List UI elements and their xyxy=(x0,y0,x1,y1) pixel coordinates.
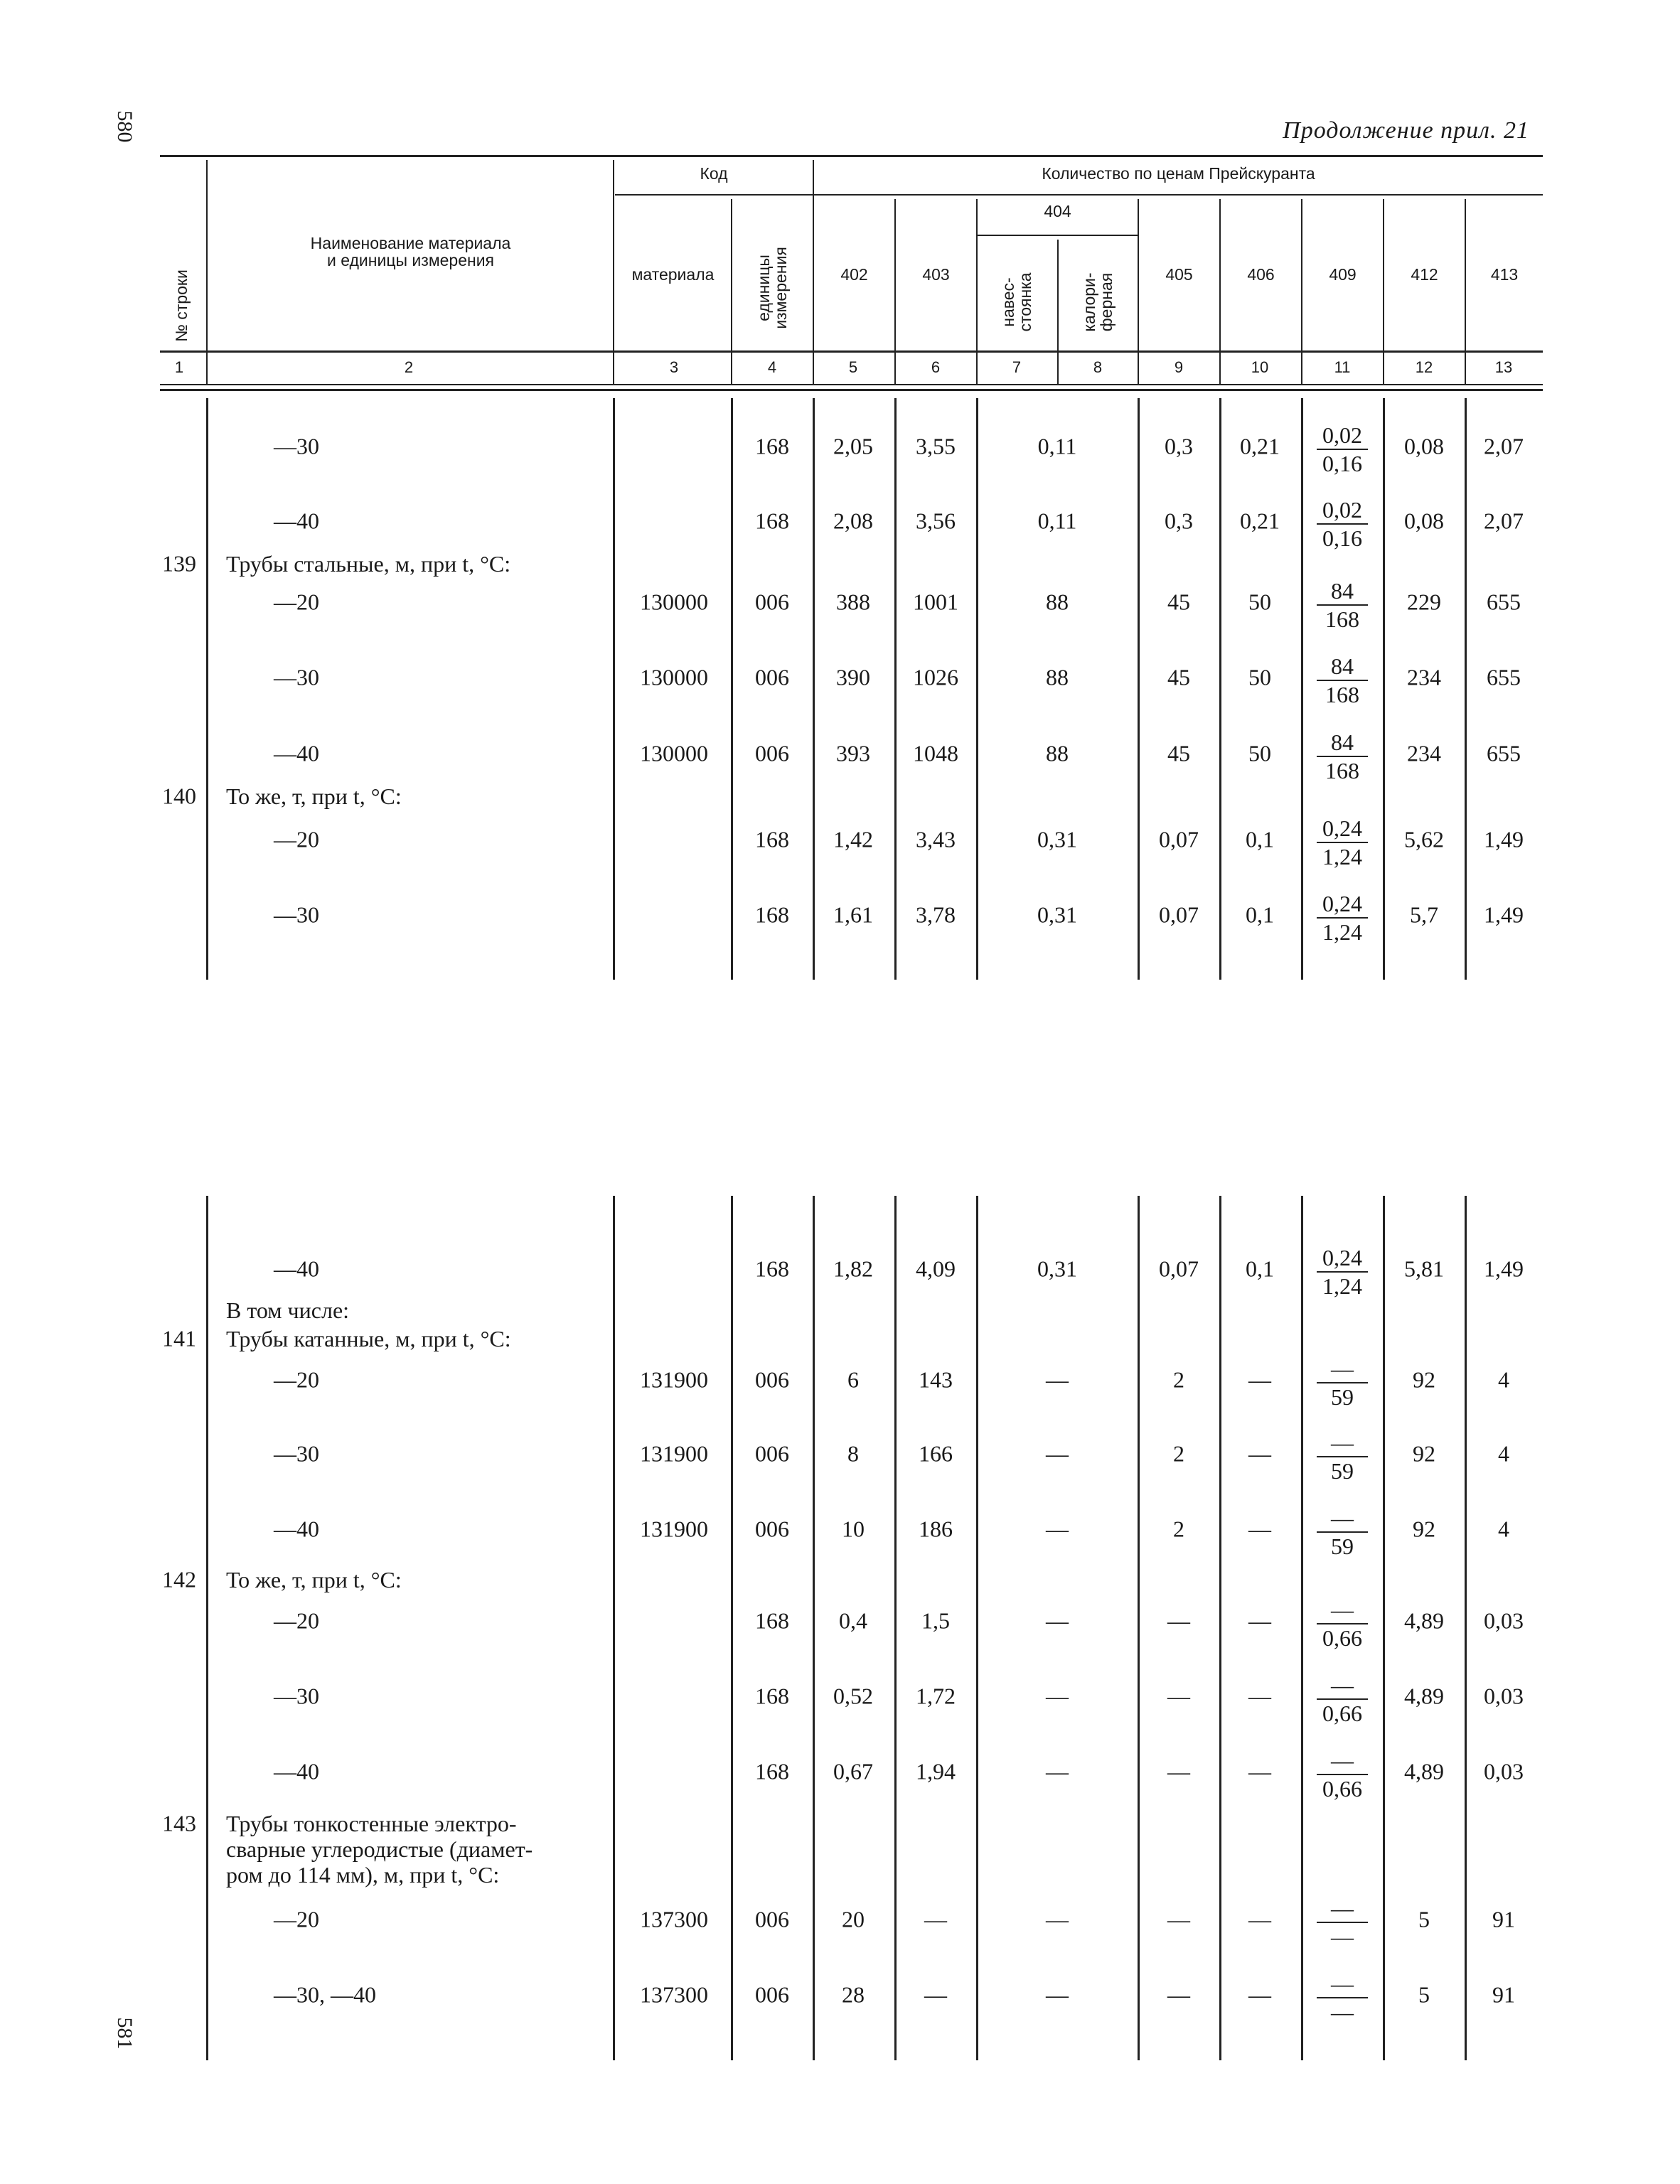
value-402: 0,4 xyxy=(839,1607,867,1634)
row-number: 141 xyxy=(162,1325,196,1351)
temperature-label: —30, —40 xyxy=(274,1981,376,2008)
value-406: — xyxy=(1248,1516,1271,1542)
value-412: 92 xyxy=(1413,1516,1435,1542)
value-413: 655 xyxy=(1487,740,1521,766)
fraction-denominator: 0,16 xyxy=(1322,451,1362,476)
fraction-denominator: 1,24 xyxy=(1322,1273,1362,1299)
value-412: 229 xyxy=(1407,589,1441,615)
value-402: 20 xyxy=(842,1906,865,1932)
section-title: То же, т, при t, °С: xyxy=(226,1567,402,1592)
value-409-fraction xyxy=(1317,729,1368,783)
value-409-fraction xyxy=(1317,653,1368,707)
column-number: 1 xyxy=(174,358,184,376)
value-402: 388 xyxy=(836,589,870,615)
value-409-fraction xyxy=(1317,1245,1368,1299)
unit-code: 006 xyxy=(755,664,789,690)
column-number: 11 xyxy=(1334,358,1351,376)
column-number: 2 xyxy=(404,358,414,376)
column-number: 6 xyxy=(931,358,941,376)
temperature-label: —20 xyxy=(274,1906,319,1932)
fraction-denominator: 59 xyxy=(1331,1384,1354,1410)
value-406: 50 xyxy=(1248,664,1271,690)
value-402: 393 xyxy=(836,740,870,766)
fraction-numerator: 0,24 xyxy=(1322,815,1362,841)
temperature-label: —20 xyxy=(274,1366,319,1393)
header-col-406: 406 xyxy=(1247,265,1275,284)
value-409-fraction xyxy=(1317,891,1368,945)
value-405: 45 xyxy=(1167,664,1190,690)
temperature-label: —20 xyxy=(274,589,319,615)
value-403: 4,09 xyxy=(916,1256,956,1282)
value-405: — xyxy=(1167,1683,1190,1709)
fraction-numerator: 0,02 xyxy=(1322,497,1362,523)
value-413: 4 xyxy=(1498,1440,1509,1467)
value-409-fraction xyxy=(1317,1430,1368,1484)
value-412: 92 xyxy=(1413,1440,1435,1467)
value-403: — xyxy=(924,1906,947,1932)
material-code: 137300 xyxy=(640,1906,708,1932)
fraction-denominator: 59 xyxy=(1331,1533,1354,1559)
value-404: — xyxy=(1046,1981,1069,2008)
unit-code: 006 xyxy=(755,1981,789,2008)
value-413: 0,03 xyxy=(1484,1607,1524,1634)
value-405: 2 xyxy=(1173,1440,1184,1467)
fraction-numerator: — xyxy=(1331,1505,1354,1531)
temperature-label: —30 xyxy=(274,1683,319,1709)
value-409-fraction xyxy=(1317,815,1368,869)
material-code: 130000 xyxy=(640,664,708,690)
value-403: 3,43 xyxy=(916,826,956,852)
value-409-fraction xyxy=(1317,1597,1368,1651)
value-412: 0,08 xyxy=(1404,433,1444,459)
unit-code: 168 xyxy=(755,826,789,852)
column-number: 8 xyxy=(1093,358,1103,376)
value-406: 0,21 xyxy=(1240,508,1280,534)
row-number: 143 xyxy=(162,1810,196,1836)
fraction-numerator: 84 xyxy=(1331,729,1354,755)
temperature-label: —30 xyxy=(274,901,319,928)
fraction-numerator: — xyxy=(1331,1971,1354,1996)
fraction-denominator: 0,66 xyxy=(1322,1776,1362,1802)
value-406: 0,1 xyxy=(1246,826,1274,852)
value-403: 3,55 xyxy=(916,433,956,459)
value-412: 5,62 xyxy=(1404,826,1444,852)
value-403: 1026 xyxy=(913,664,958,690)
page-number-top: 580 xyxy=(113,110,137,143)
value-406: — xyxy=(1248,1440,1271,1467)
value-402: 1,61 xyxy=(833,901,873,928)
unit-code: 168 xyxy=(755,1758,789,1784)
header-col-404-heater: калори- ферная xyxy=(1079,272,1115,332)
header-code-group: Код xyxy=(700,164,728,183)
value-412: 234 xyxy=(1407,664,1441,690)
header-quantity-group: Количество по ценам Прейскуранта xyxy=(1042,164,1315,183)
column-number: 13 xyxy=(1494,358,1513,376)
value-402: 390 xyxy=(836,664,870,690)
value-409-fraction xyxy=(1317,578,1368,632)
value-402: 1,42 xyxy=(833,826,873,852)
value-406: — xyxy=(1248,1906,1271,1932)
value-412: 5 xyxy=(1418,1981,1430,2008)
header-col-413: 413 xyxy=(1490,265,1519,284)
header-col-409: 409 xyxy=(1329,265,1357,284)
section-note: В том числе: xyxy=(226,1297,350,1323)
unit-code: 006 xyxy=(755,1516,789,1542)
value-405: 0,3 xyxy=(1165,433,1193,459)
row-number: 140 xyxy=(162,783,196,809)
header-code-unit: единицы измерения xyxy=(754,247,790,329)
unit-code: 168 xyxy=(755,1607,789,1634)
value-413: 1,49 xyxy=(1484,901,1524,928)
value-404: 88 xyxy=(1046,664,1069,690)
column-number: 3 xyxy=(669,358,679,376)
fraction-numerator: 0,24 xyxy=(1322,1245,1362,1270)
value-405: 0,07 xyxy=(1159,901,1199,928)
value-405: 2 xyxy=(1173,1516,1184,1542)
section-title: Трубы тонкостенные электро- сварные углеродистые (диамет- ром до 114 мм), м, при t, °С: xyxy=(226,1811,533,1888)
value-404: — xyxy=(1046,1366,1069,1393)
value-403: 3,56 xyxy=(916,508,956,534)
fraction-denominator: 168 xyxy=(1325,758,1359,783)
value-405: 45 xyxy=(1167,740,1190,766)
fraction-numerator: — xyxy=(1331,1430,1354,1455)
temperature-label: —20 xyxy=(274,826,319,852)
value-412: 5 xyxy=(1418,1906,1430,1932)
value-405: — xyxy=(1167,1607,1190,1634)
fraction-denominator: 59 xyxy=(1331,1458,1354,1484)
value-412: 4,89 xyxy=(1404,1758,1444,1784)
value-403: 1,5 xyxy=(921,1607,950,1634)
value-403: 143 xyxy=(919,1366,953,1393)
value-406: 50 xyxy=(1248,740,1271,766)
value-413: 0,03 xyxy=(1484,1683,1524,1709)
value-409-fraction xyxy=(1317,1505,1368,1559)
value-412: 92 xyxy=(1413,1366,1435,1393)
unit-code: 168 xyxy=(755,901,789,928)
value-409-fraction xyxy=(1317,1356,1368,1410)
value-406: — xyxy=(1248,1981,1271,2008)
header-col-412: 412 xyxy=(1411,265,1438,284)
value-404: 0,31 xyxy=(1037,1256,1077,1282)
value-405: — xyxy=(1167,1906,1190,1932)
value-406: 0,1 xyxy=(1246,1256,1274,1282)
fraction-denominator: 1,24 xyxy=(1322,919,1362,945)
value-402: 10 xyxy=(842,1516,865,1542)
value-404: — xyxy=(1046,1758,1069,1784)
value-405: 2 xyxy=(1173,1366,1184,1393)
unit-code: 006 xyxy=(755,1366,789,1393)
value-413: 0,03 xyxy=(1484,1758,1524,1784)
material-code: 131900 xyxy=(640,1440,708,1467)
material-code: 131900 xyxy=(640,1366,708,1393)
temperature-label: —30 xyxy=(274,1440,319,1467)
value-413: 1,49 xyxy=(1484,826,1524,852)
value-413: 91 xyxy=(1492,1981,1515,2008)
value-413: 4 xyxy=(1498,1366,1509,1393)
value-404: — xyxy=(1046,1906,1069,1932)
value-403: — xyxy=(924,1981,947,2008)
value-406: 50 xyxy=(1248,589,1271,615)
value-403: 3,78 xyxy=(916,901,956,928)
fraction-numerator: — xyxy=(1331,1672,1354,1698)
fraction-numerator: 84 xyxy=(1331,578,1354,604)
value-404: 0,11 xyxy=(1037,508,1077,534)
fraction-numerator: 84 xyxy=(1331,653,1354,679)
value-404: — xyxy=(1046,1607,1069,1634)
material-code: 131900 xyxy=(640,1516,708,1542)
value-406: 0,1 xyxy=(1246,901,1274,928)
unit-code: 006 xyxy=(755,740,789,766)
header-col-405: 405 xyxy=(1165,265,1193,284)
header-col-404-canopy: навес- стоянка xyxy=(998,272,1034,332)
value-402: 0,67 xyxy=(833,1758,873,1784)
unit-code: 006 xyxy=(755,1440,789,1467)
column-number: 10 xyxy=(1251,358,1269,376)
fraction-denominator: 0,16 xyxy=(1322,525,1362,551)
value-409-fraction xyxy=(1317,1747,1368,1802)
value-402: 6 xyxy=(847,1366,859,1393)
value-412: 234 xyxy=(1407,740,1441,766)
value-402: 2,08 xyxy=(833,508,873,534)
fraction-denominator: 1,24 xyxy=(1322,844,1362,869)
temperature-label: —40 xyxy=(274,740,319,766)
value-409-fraction xyxy=(1317,1895,1368,1949)
value-405: 0,3 xyxy=(1165,508,1193,534)
value-413: 655 xyxy=(1487,589,1521,615)
column-number: 4 xyxy=(767,358,777,376)
value-413: 1,49 xyxy=(1484,1256,1524,1282)
value-404: 0,31 xyxy=(1037,901,1077,928)
value-404: — xyxy=(1046,1440,1069,1467)
column-number: 12 xyxy=(1415,358,1433,376)
row-number: 139 xyxy=(162,550,196,577)
value-404: 88 xyxy=(1046,589,1069,615)
fraction-numerator: — xyxy=(1331,1597,1354,1622)
value-405: — xyxy=(1167,1758,1190,1784)
unit-code: 168 xyxy=(755,1683,789,1709)
header-col-403: 403 xyxy=(922,265,950,284)
value-403: 1,72 xyxy=(916,1683,956,1709)
header-col-404: 404 xyxy=(1044,202,1071,220)
value-404: — xyxy=(1046,1683,1069,1709)
fraction-denominator: 168 xyxy=(1325,606,1359,632)
value-412: 5,7 xyxy=(1410,901,1438,928)
value-405: 45 xyxy=(1167,589,1190,615)
unit-code: 168 xyxy=(755,508,789,534)
value-412: 0,08 xyxy=(1404,508,1444,534)
section-title: Трубы катанные, м, при t, °С: xyxy=(226,1326,511,1351)
value-413: 4 xyxy=(1498,1516,1509,1542)
value-412: 4,89 xyxy=(1404,1607,1444,1634)
value-406: 0,21 xyxy=(1240,433,1280,459)
temperature-label: —40 xyxy=(274,508,319,534)
value-402: 1,82 xyxy=(833,1256,873,1282)
value-403: 1001 xyxy=(913,589,958,615)
value-409-fraction xyxy=(1317,497,1368,551)
value-404: 88 xyxy=(1046,740,1069,766)
unit-code: 168 xyxy=(755,433,789,459)
fraction-numerator: — xyxy=(1331,1895,1354,1921)
fraction-numerator: 0,24 xyxy=(1322,891,1362,916)
value-406: — xyxy=(1248,1366,1271,1393)
value-409-fraction xyxy=(1317,1971,1368,2025)
value-413: 91 xyxy=(1492,1906,1515,1932)
value-409-fraction xyxy=(1317,1672,1368,1726)
unit-code: 168 xyxy=(755,1256,789,1282)
column-number: 5 xyxy=(848,358,858,376)
fraction-numerator: — xyxy=(1331,1747,1354,1773)
value-402: 0,52 xyxy=(833,1683,873,1709)
fraction-denominator: — xyxy=(1331,1999,1354,2025)
unit-code: 006 xyxy=(755,589,789,615)
value-403: 1,94 xyxy=(916,1758,956,1784)
column-number: 7 xyxy=(1012,358,1022,376)
value-413: 2,07 xyxy=(1484,433,1524,459)
temperature-label: —40 xyxy=(274,1758,319,1784)
value-403: 186 xyxy=(919,1516,953,1542)
fraction-denominator: 168 xyxy=(1325,682,1359,707)
value-409-fraction xyxy=(1317,422,1368,476)
value-404: — xyxy=(1046,1516,1069,1542)
fraction-denominator: 0,66 xyxy=(1322,1701,1362,1726)
value-402: 2,05 xyxy=(833,433,873,459)
section-title: Трубы стальные, м, при t, °С: xyxy=(226,551,511,577)
page-number-bottom: 581 xyxy=(113,2017,137,2050)
value-413: 2,07 xyxy=(1484,508,1524,534)
fraction-denominator: 0,66 xyxy=(1322,1625,1362,1651)
value-412: 4,89 xyxy=(1404,1683,1444,1709)
value-406: — xyxy=(1248,1683,1271,1709)
fraction-denominator: — xyxy=(1331,1924,1354,1949)
value-406: — xyxy=(1248,1607,1271,1634)
material-code: 130000 xyxy=(640,589,708,615)
temperature-label: —30 xyxy=(274,433,319,459)
value-405: 0,07 xyxy=(1159,1256,1199,1282)
temperature-label: —30 xyxy=(274,664,319,690)
column-number: 9 xyxy=(1174,358,1184,376)
temperature-label: —20 xyxy=(274,1607,319,1634)
row-number: 142 xyxy=(162,1566,196,1592)
section-title: То же, т, при t, °С: xyxy=(226,783,402,809)
value-403: 166 xyxy=(919,1440,953,1467)
value-404: 0,31 xyxy=(1037,826,1077,852)
material-code: 137300 xyxy=(640,1981,708,2008)
value-402: 28 xyxy=(842,1981,865,2008)
continuation-caption: Продолжение прил. 21 xyxy=(1283,117,1529,144)
value-405: — xyxy=(1167,1981,1190,2008)
value-406: — xyxy=(1248,1758,1271,1784)
value-403: 1048 xyxy=(913,740,958,766)
value-402: 8 xyxy=(847,1440,859,1467)
value-404: 0,11 xyxy=(1037,433,1077,459)
material-code: 130000 xyxy=(640,740,708,766)
header-col-402: 402 xyxy=(840,265,868,284)
value-412: 5,81 xyxy=(1404,1256,1444,1282)
value-413: 655 xyxy=(1487,664,1521,690)
header-name: Наименование материала и единицы измерения xyxy=(310,234,511,270)
value-405: 0,07 xyxy=(1159,826,1199,852)
fraction-numerator: — xyxy=(1331,1356,1354,1381)
header-code-material: материала xyxy=(631,265,715,284)
temperature-label: —40 xyxy=(274,1256,319,1282)
header-row-number: № строки xyxy=(171,269,191,342)
unit-code: 006 xyxy=(755,1906,789,1932)
fraction-numerator: 0,02 xyxy=(1322,422,1362,448)
temperature-label: —40 xyxy=(274,1516,319,1542)
